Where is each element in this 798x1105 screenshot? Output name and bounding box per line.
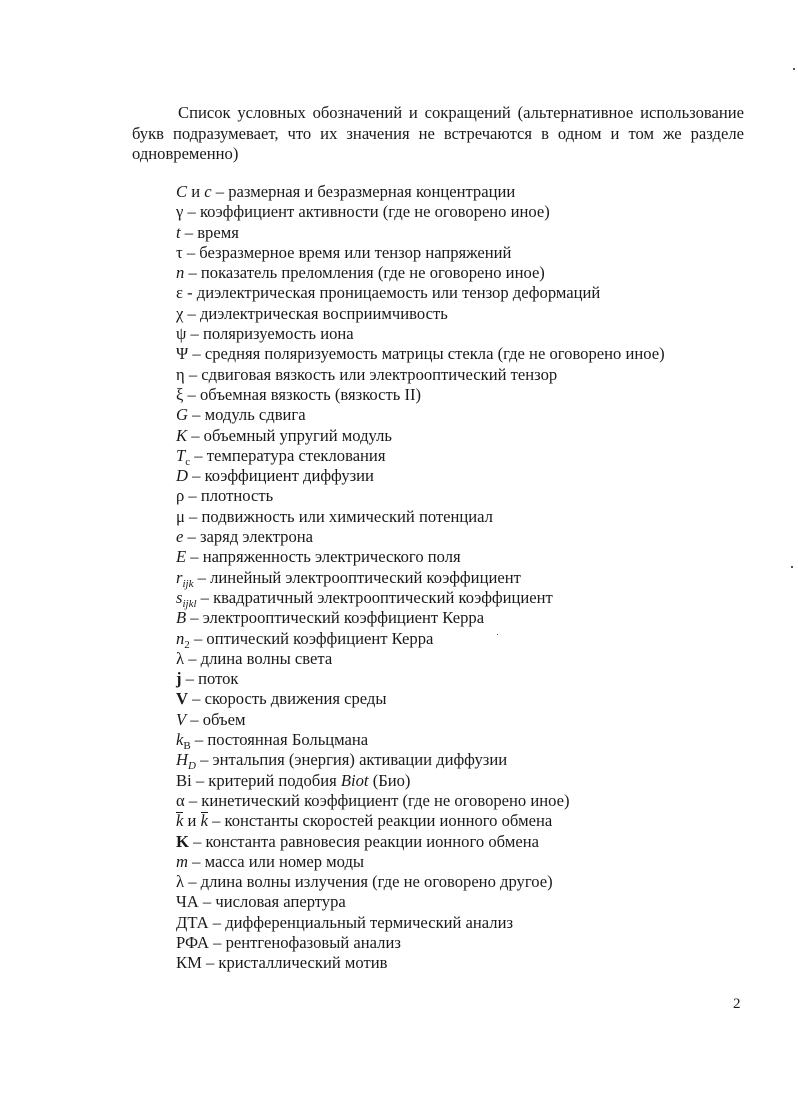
symbol: j bbox=[176, 669, 182, 689]
symbol-subscript: c bbox=[185, 455, 191, 468]
definition-tail: (Био) bbox=[368, 770, 411, 790]
symbol: t bbox=[176, 222, 181, 242]
list-item bbox=[176, 385, 766, 405]
list-item bbox=[176, 466, 766, 486]
list-item bbox=[176, 832, 766, 852]
list-item bbox=[176, 771, 766, 791]
definition-text: – рентгенофазовый анализ bbox=[209, 932, 401, 952]
definition-text: – поляризуемость иона bbox=[186, 324, 354, 344]
symbol: E bbox=[176, 547, 187, 567]
definition-text: – размерная и безразмерная концентрации bbox=[211, 182, 516, 201]
symbol: ЧА bbox=[176, 892, 199, 912]
definition-text: – сдвиговая вязкость или электрооптический тензор bbox=[184, 364, 558, 384]
symbol: k bbox=[200, 811, 208, 831]
list-item bbox=[176, 710, 766, 730]
symbol: ψ bbox=[176, 324, 187, 344]
symbol: k bbox=[176, 811, 184, 831]
list-item bbox=[176, 649, 766, 669]
list-item bbox=[176, 608, 766, 628]
definition-text: – коэффициент диффузии bbox=[187, 466, 374, 486]
symbol: e bbox=[176, 527, 184, 547]
symbol: s bbox=[176, 587, 183, 607]
symbol: Ψ bbox=[176, 344, 189, 364]
symbol: B bbox=[176, 608, 187, 628]
symbol: n bbox=[176, 628, 185, 648]
definition-text: – модуль сдвига bbox=[187, 405, 306, 425]
definition-text: – напряженность электрического поля bbox=[186, 547, 461, 567]
list-item bbox=[176, 365, 766, 385]
symbol: ДТА bbox=[176, 912, 209, 932]
list-item bbox=[176, 933, 766, 953]
symbol: Bi bbox=[176, 770, 192, 790]
definition-text: – средняя поляризуемость матрицы стекла (где не оговорено иное) bbox=[188, 344, 665, 364]
list-item bbox=[176, 344, 766, 364]
list-item bbox=[176, 669, 766, 689]
definition-text: – кинетический коэффициент (где не оговорено иное) bbox=[184, 790, 570, 810]
definition-text: – критерий подобия bbox=[191, 770, 341, 790]
symbol: λ bbox=[176, 648, 185, 668]
list-item bbox=[176, 426, 766, 446]
list-item bbox=[176, 324, 766, 344]
definition-text: – константа равновесия реакции ионного обмена bbox=[188, 831, 540, 851]
definition-text: – диэлектрическая восприимчивость bbox=[183, 303, 448, 323]
list-item bbox=[176, 223, 766, 243]
list-item bbox=[176, 243, 766, 263]
symbol: η bbox=[176, 364, 185, 384]
definition-text: – длина волны излучения (где не оговорено другое) bbox=[184, 872, 553, 892]
symbol: k bbox=[176, 730, 184, 750]
list-item bbox=[176, 750, 766, 773]
intro-paragraph bbox=[132, 103, 744, 165]
symbol: c bbox=[204, 182, 212, 201]
symbol: m bbox=[176, 851, 188, 871]
conjunction: и bbox=[183, 811, 201, 831]
list-item bbox=[176, 629, 766, 649]
list-item bbox=[176, 527, 766, 547]
list-item bbox=[176, 791, 766, 811]
definition-text: – коэффициент активности (где не оговорено иное) bbox=[183, 202, 550, 222]
symbol: D bbox=[176, 466, 188, 486]
symbol: КМ bbox=[176, 953, 202, 973]
list-item bbox=[176, 872, 766, 892]
definition-text: – электрооптический коэффициент Керра bbox=[186, 608, 485, 628]
list-item bbox=[176, 507, 766, 527]
symbol: V bbox=[176, 689, 188, 709]
symbol-subscript: 2 bbox=[184, 638, 190, 651]
symbol: РФА bbox=[176, 932, 209, 952]
definition-text: – плотность bbox=[184, 486, 274, 506]
list-item bbox=[176, 405, 766, 425]
scan-speck bbox=[791, 566, 793, 568]
list-item bbox=[176, 304, 766, 324]
definition-text: – энтальпия (энергия) активации диффузии bbox=[195, 750, 508, 770]
symbol: λ bbox=[176, 872, 185, 892]
list-item bbox=[176, 547, 766, 567]
symbol-subscript: D bbox=[187, 760, 196, 773]
list-item bbox=[176, 568, 766, 588]
list-item bbox=[176, 811, 766, 831]
symbol: ξ bbox=[176, 384, 184, 404]
symbol: V bbox=[176, 709, 187, 729]
definition-text: - диэлектрическая проницаемость или тензор деформаций bbox=[182, 283, 601, 303]
symbol: K bbox=[176, 425, 188, 445]
list-item bbox=[176, 182, 766, 202]
symbol-subscript: B bbox=[183, 740, 191, 753]
conjunction: и bbox=[187, 182, 205, 201]
list-item bbox=[176, 446, 766, 466]
symbol: H bbox=[176, 750, 188, 770]
symbol: α bbox=[176, 790, 185, 810]
definition-text: – время bbox=[180, 222, 239, 242]
definition-text: – кристаллический мотив bbox=[201, 953, 388, 973]
list-item bbox=[176, 689, 766, 709]
definition-text: – постоянная Больцмана bbox=[190, 730, 369, 750]
scan-speck bbox=[497, 634, 498, 635]
page-number: 2 bbox=[733, 996, 741, 1012]
list-item bbox=[176, 913, 766, 933]
symbol: n bbox=[176, 263, 185, 283]
definition-text: – заряд электрона bbox=[183, 527, 314, 547]
symbol: T bbox=[176, 445, 186, 465]
definition-text: – числовая апертура bbox=[198, 892, 346, 912]
list-item bbox=[176, 953, 766, 973]
symbol-subscript: ijk bbox=[182, 577, 194, 590]
list-item bbox=[176, 588, 766, 608]
symbol: χ bbox=[176, 303, 184, 323]
definition-text: – объем bbox=[186, 709, 246, 729]
symbol: r bbox=[176, 567, 183, 587]
list-item bbox=[176, 486, 766, 506]
symbol: G bbox=[176, 405, 188, 425]
symbol: ε bbox=[176, 283, 183, 303]
symbol: ρ bbox=[176, 486, 185, 506]
definition-text: – оптический коэффициент Керра bbox=[189, 628, 434, 648]
symbol: τ bbox=[176, 242, 183, 262]
definition-text: – длина волны света bbox=[184, 648, 333, 668]
symbol: K bbox=[176, 831, 189, 851]
list-item bbox=[176, 283, 766, 303]
definition-text: – объемный упругий модуль bbox=[187, 425, 392, 445]
list-item bbox=[176, 852, 766, 872]
definition-text: – безразмерное время или тензор напряжений bbox=[182, 242, 512, 262]
definition-italic: Biot bbox=[340, 770, 369, 790]
symbol-subscript: ijkl bbox=[182, 597, 197, 610]
definition-text: – линейный электрооптический коэффициент bbox=[193, 567, 521, 587]
symbol: γ bbox=[176, 202, 184, 222]
scan-speck bbox=[793, 68, 795, 70]
symbol: C bbox=[176, 182, 188, 201]
definition-text: – показатель преломления (где не оговорено иное) bbox=[184, 263, 545, 283]
list-item bbox=[176, 730, 766, 753]
definition-text: – подвижность или химический потенциал bbox=[184, 506, 493, 526]
list-item bbox=[176, 892, 766, 912]
symbol-list bbox=[176, 182, 766, 974]
definition-text: – масса или номер моды bbox=[187, 851, 365, 871]
definition-text: – дифференциальный термический анализ bbox=[208, 912, 514, 932]
definition-text: – скорость движения среды bbox=[187, 689, 387, 709]
symbol: μ bbox=[176, 506, 185, 526]
definition-text: – поток bbox=[181, 669, 239, 689]
list-item bbox=[176, 263, 766, 283]
definition-text: – квадратичный электрооптический коэффициент bbox=[196, 587, 553, 607]
definition-text: – температура стеклования bbox=[190, 445, 386, 465]
intro-text: Список условных обозначений и сокращений (альтернативное использование букв подразумевает, что их значения не встречаются в одном и том же разделе одновременно) bbox=[132, 103, 744, 163]
definition-text: – объемная вязкость (вязкость II) bbox=[183, 384, 422, 404]
list-item bbox=[176, 202, 766, 222]
definition-text: – константы скоростей реакции ионного обмена bbox=[207, 811, 553, 831]
